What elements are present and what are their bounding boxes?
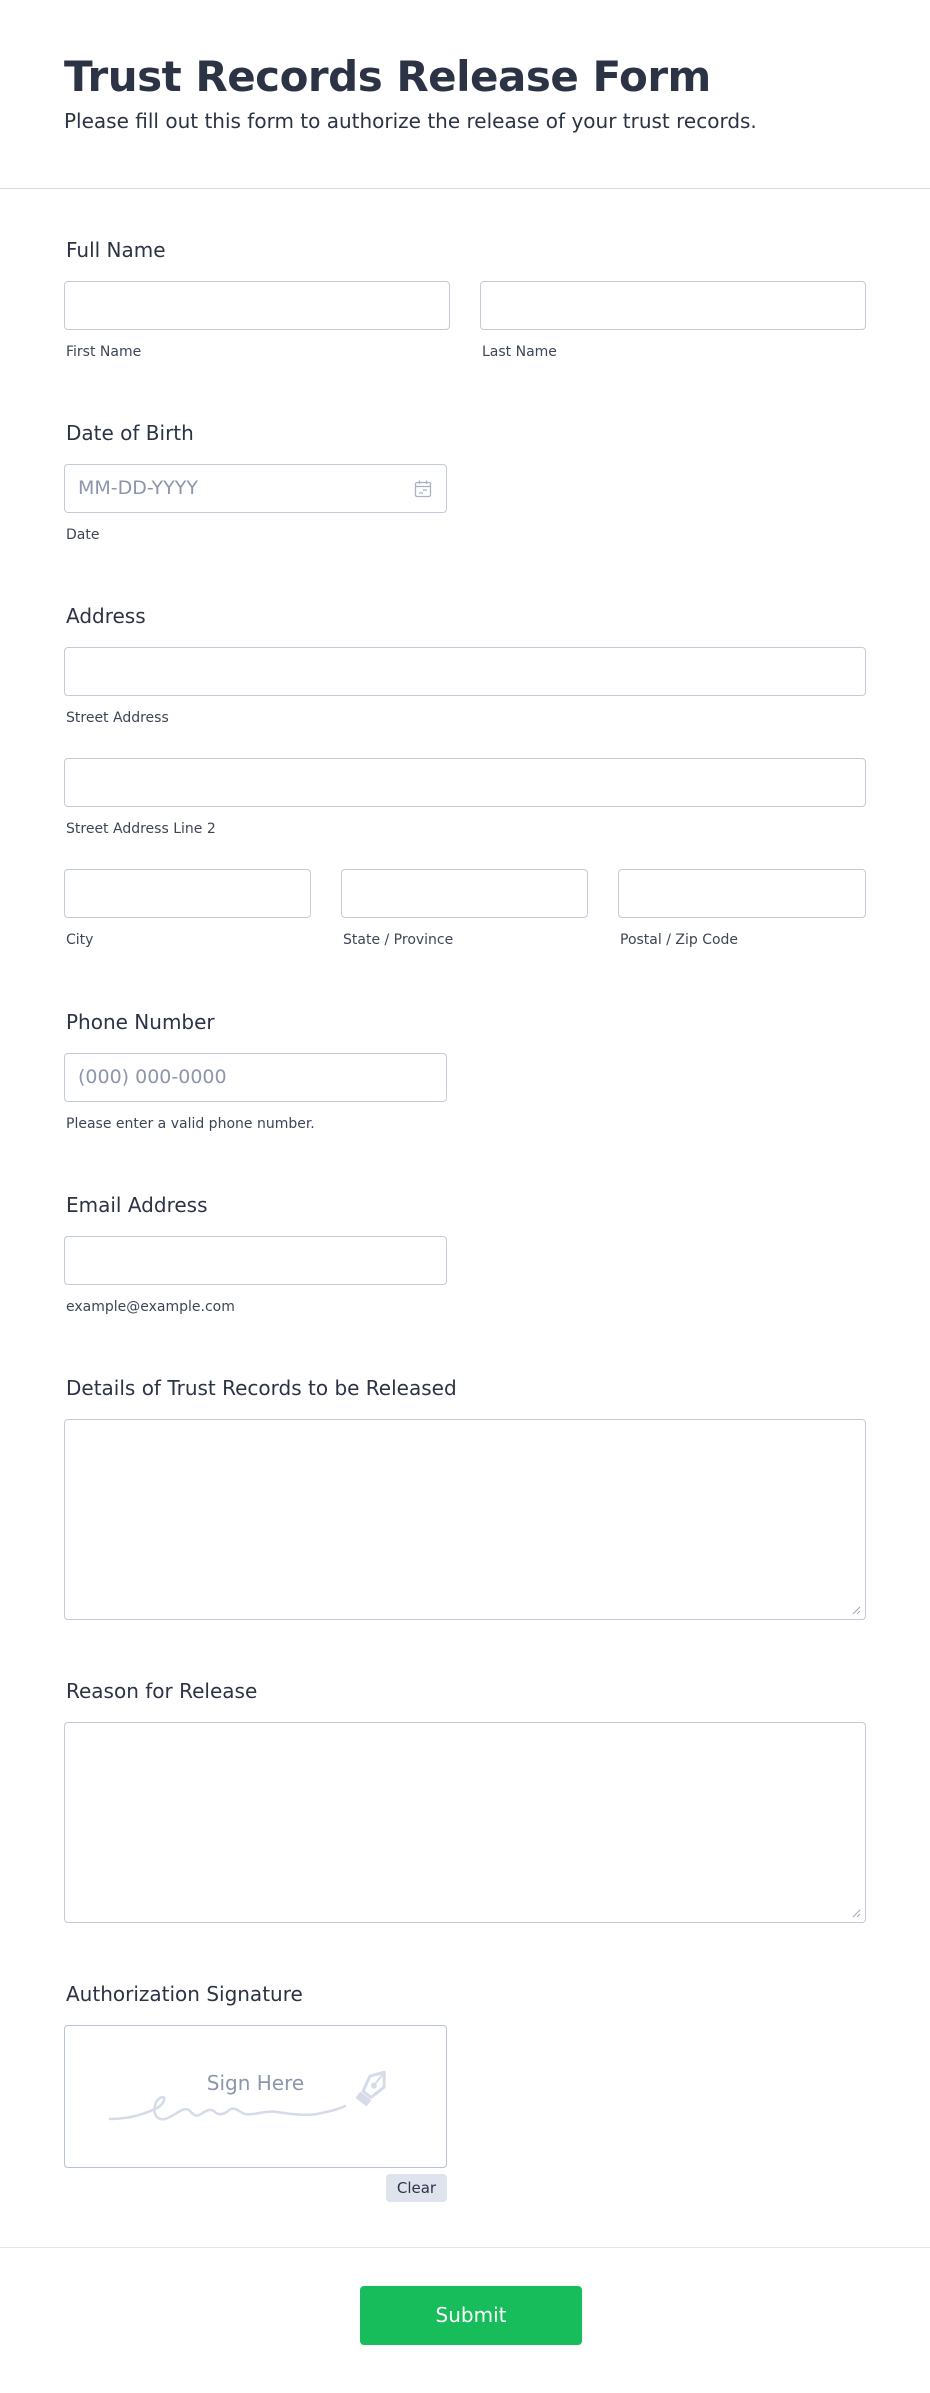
zip-sublabel: Postal / Zip Code xyxy=(620,932,739,948)
phone-input[interactable] xyxy=(64,1053,447,1102)
state-sublabel: State / Province xyxy=(343,932,454,948)
resize-handle-icon[interactable] xyxy=(851,1908,861,1918)
phone-placeholder: (000) 000-0000 xyxy=(78,1066,227,1088)
dob-sublabel: Date xyxy=(66,527,100,543)
signature-placeholder: Sign Here xyxy=(206,2071,305,2095)
signature-label: Authorization Signature xyxy=(66,1982,303,2006)
calendar-icon[interactable] xyxy=(413,479,433,499)
form-title: Trust Records Release Form xyxy=(64,52,711,101)
address-label: Address xyxy=(66,604,146,628)
pen-nib-icon xyxy=(347,2066,397,2110)
phone-sublabel: Please enter a valid phone number. xyxy=(66,1116,315,1132)
full-name-label: Full Name xyxy=(66,238,166,262)
form-subtitle: Please fill out this form to authorize the release of your trust records. xyxy=(64,109,757,133)
details-textarea[interactable] xyxy=(64,1419,866,1620)
resize-handle-icon[interactable] xyxy=(851,1605,861,1615)
details-label: Details of Trust Records to be Released xyxy=(66,1376,457,1400)
last-name-input[interactable] xyxy=(480,281,866,330)
footer-divider xyxy=(0,2247,930,2248)
email-input[interactable] xyxy=(64,1236,447,1285)
street-address-2-sublabel: Street Address Line 2 xyxy=(66,821,216,837)
reason-textarea[interactable] xyxy=(64,1722,866,1923)
street-address-sublabel: Street Address xyxy=(66,710,169,726)
signature-clear-button[interactable]: Clear xyxy=(386,2174,447,2202)
state-input[interactable] xyxy=(341,869,588,918)
last-name-sublabel: Last Name xyxy=(482,344,557,360)
dob-input[interactable] xyxy=(64,464,447,513)
dob-placeholder: MM-DD-YYYY xyxy=(78,477,198,499)
dob-label: Date of Birth xyxy=(66,421,194,445)
city-sublabel: City xyxy=(66,932,94,948)
street-address-input[interactable] xyxy=(64,647,866,696)
signature-pad[interactable] xyxy=(64,2025,447,2168)
phone-label: Phone Number xyxy=(66,1010,215,1034)
form-header xyxy=(0,0,930,189)
reason-label: Reason for Release xyxy=(66,1679,258,1703)
first-name-input[interactable] xyxy=(64,281,450,330)
first-name-sublabel: First Name xyxy=(66,344,142,360)
email-label: Email Address xyxy=(66,1193,208,1217)
street-address-2-input[interactable] xyxy=(64,758,866,807)
email-sublabel: example@example.com xyxy=(66,1299,235,1315)
city-input[interactable] xyxy=(64,869,311,918)
zip-input[interactable] xyxy=(618,869,866,918)
submit-button[interactable]: Submit xyxy=(360,2286,582,2345)
